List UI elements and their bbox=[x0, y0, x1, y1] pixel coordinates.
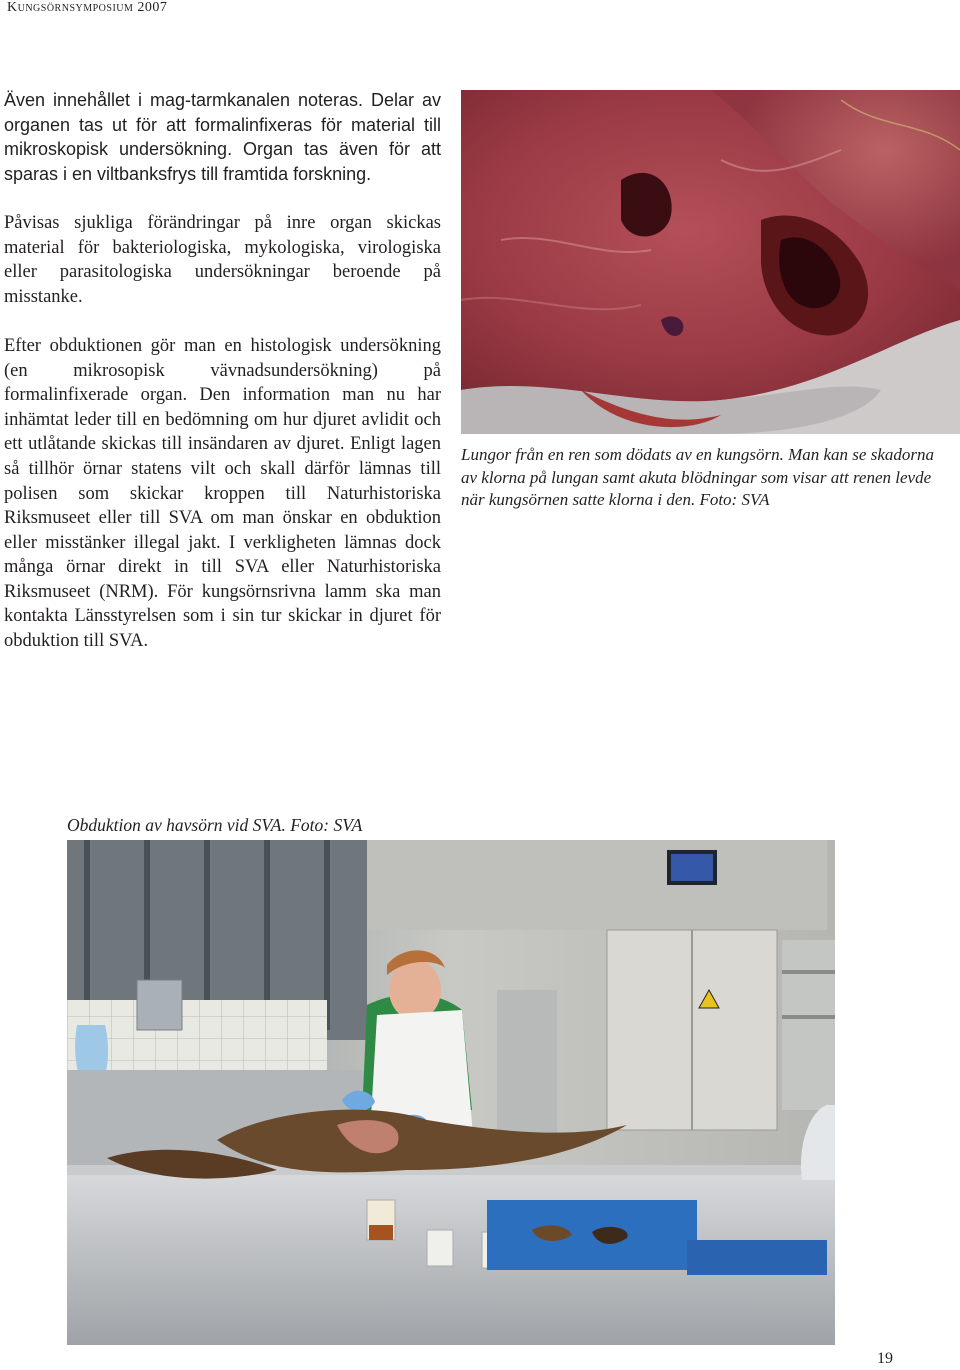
lab-photo-caption: Obduktion av havsörn vid SVA. Foto: SVA bbox=[67, 815, 363, 835]
paragraph-2: Påvisas sjukliga förändringar på inre organ skickas material för bakteriologiska, mykologiska, virologiska eller parasitologiska undersökningar beroende på misstanke. bbox=[4, 212, 441, 307]
paragraph-3: Efter obduktionen gör man en histologisk undersökning (en mikrosopisk vävnadsundersökning) på formalinfixerade organ. Den information man nu har inhämtat leder till en bedömning om hur djuret avlidit och ett utlåtande skickas till insändaren av djuret. Enligt lagen så tillhör örnar statens vilt och skall därför lämnas till polisen som skickar kroppen till Naturhistoriska Riksmuseet eller till SVA om man önskar en obduktion eller misstänker illegal jakt. I verkligheten lämnas dock många örnar direkt in till SVA eller Naturhistoriska Riksmuseet (NRM). För kungsörnsrivna lamm ska man kontakta Länsstyrelsen som i sin tur skickar in djuret för obduktion till SVA. bbox=[4, 335, 441, 652]
paragraph-1: Även innehållet i mag-tarmkanalen noteras. Delar av organen tas ut för att formalinfixeras för material till mikroskopisk undersökning. Organ tas även för att sparas i en viltbanksfrys till framtida forskning. bbox=[4, 90, 441, 184]
body-text-column bbox=[4, 88, 441, 678]
necropsy-lab-photo bbox=[67, 840, 835, 1345]
lung-photo-caption: Lungor från en ren som dödats av en kungsörn. Man kan se skadorna av klorna på lungan samt akuta blödningar som visar att renen levde när kungsörnen satte klorna i den. Foto: SVA bbox=[461, 445, 934, 509]
lung-photo bbox=[461, 90, 960, 434]
page-number: 19 bbox=[877, 1350, 893, 1367]
running-header: Kungsörnsymposium 2007 bbox=[7, 0, 168, 15]
